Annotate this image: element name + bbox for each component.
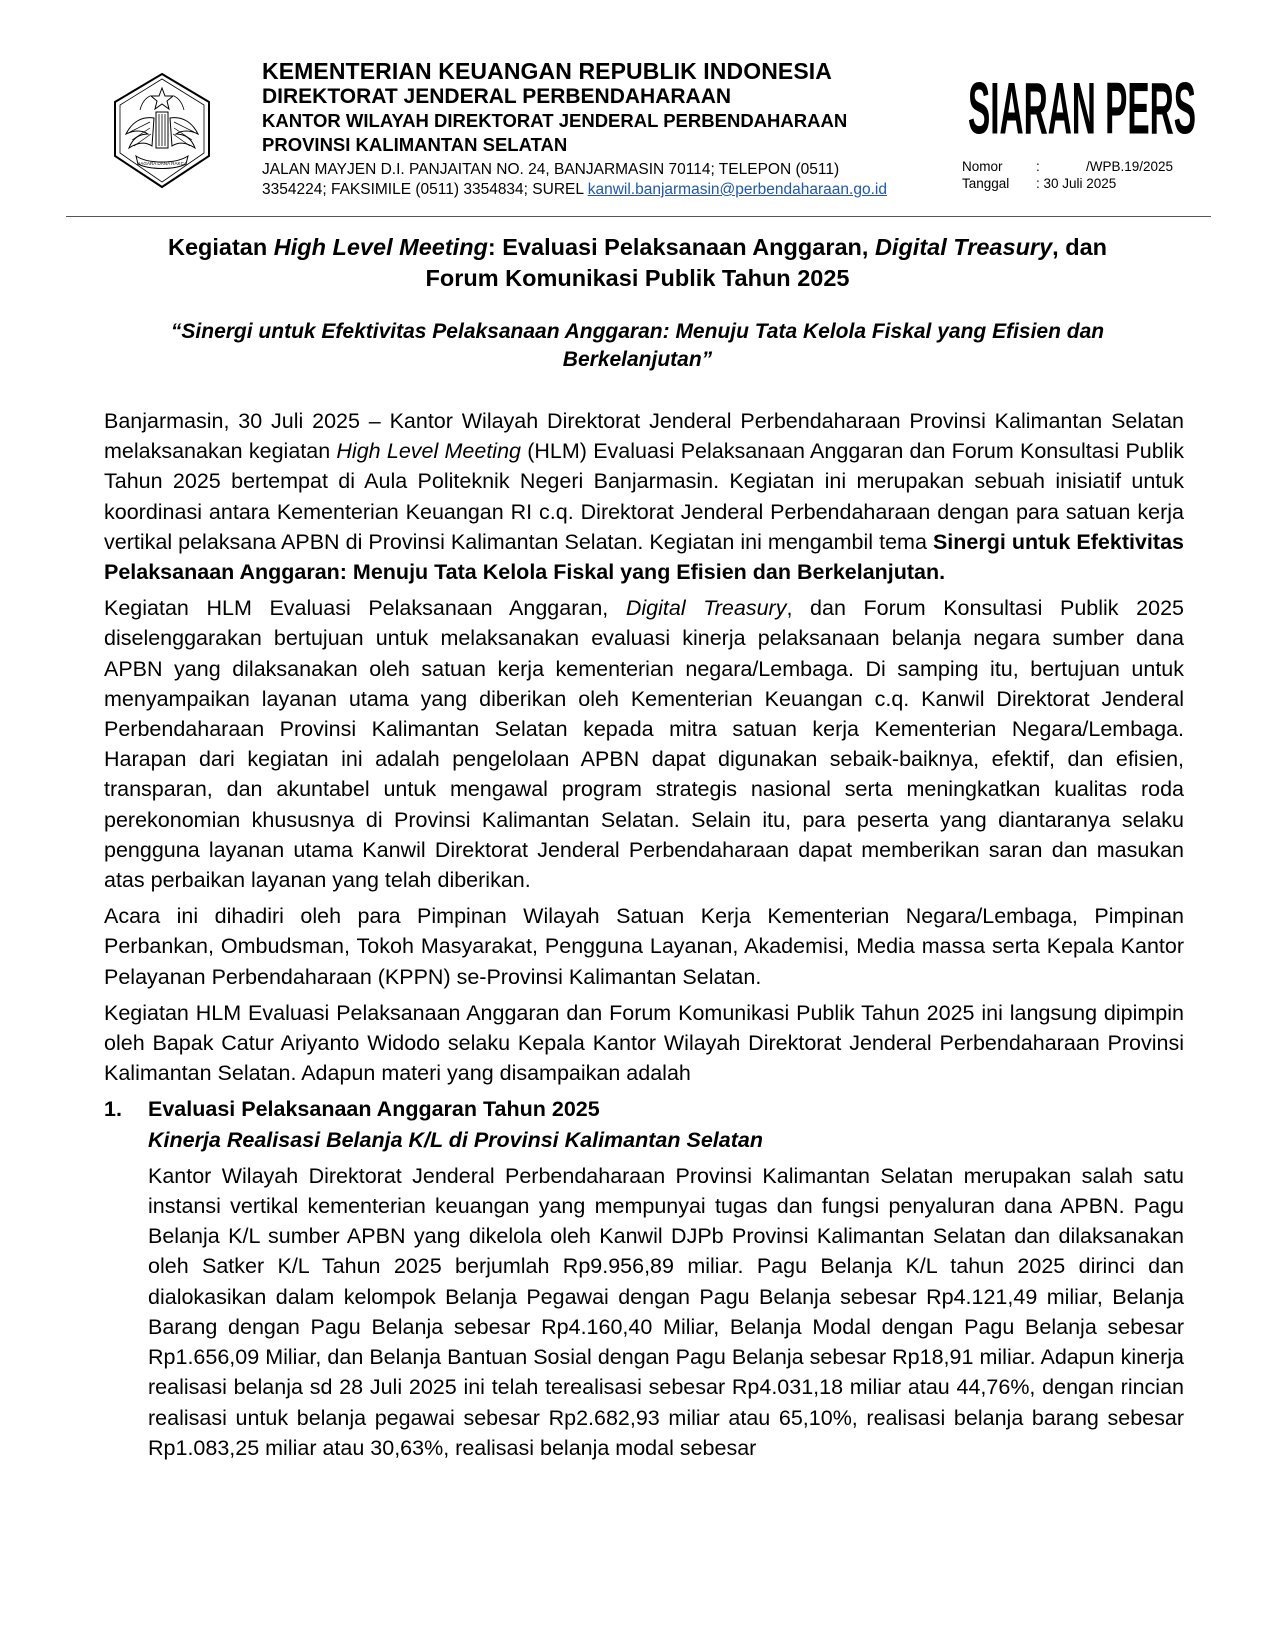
- org-ministry: KEMENTERIAN KEUANGAN REPUBLIK INDONESIA: [262, 58, 832, 84]
- paragraph-attendees: Acara ini dihadiri oleh para Pimpinan Wilayah Satuan Kerja Kementerian Negara/Lembaga, Pimpinan Perbankan, Ombudsman, Tokoh Masyarakat, Pengguna Layanan, Akademisi, Media massa serta Kepala Kantor Pelayanan Perbendaharaan (KPPN) se-Provinsi Kalimantan Selatan.: [104, 904, 1184, 989]
- svg-text:NAGARA DANA RAKCA: NAGARA DANA RAKCA: [136, 161, 188, 166]
- paragraph-intro: Banjarmasin, 30 Juli 2025 – Kantor Wilayah Direktorat Jenderal Perbendaharaan Provinsi Kalimantan Selatan melaksanakan kegiatan High Level Meeting (HLM) Evaluasi Pelaksanaan Anggaran dan Forum Konsultasi Publik Tahun 2025 bertempat di Aula Politeknik Negeri Banjarmasin. Kegiatan ini merupakan sebuah inisiatif untuk koordinasi antara Kementerian Keuangan RI c.q. Direktorat Jenderal Perbendaharaan dengan para satuan kerja vertikal pelaksana APBN di Provinsi Kalimantan Selatan. Kegiatan ini mengambil tema Sinergi untuk Efektivitas Pelaksanaan Anggaran: Menuju Tata Kelola Fiskal yang Efisien dan Berkelanjutan.: [104, 409, 1184, 585]
- page-title: Kegiatan High Level Meeting: Evaluasi Pelaksanaan Anggaran, Digital Treasury, dan Forum Komunikasi Publik Tahun 2025: [167, 234, 1107, 291]
- org-directorate: DIREKTORAT JENDERAL PERBENDAHARAAN: [262, 85, 732, 108]
- page-subtitle: “Sinergi untuk Efektivitas Pelaksanaan Anggaran: Menuju Tata Kelola Fiskal yang Efisien dan Berkelanjutan”: [170, 320, 1105, 371]
- press-release-body: [104, 406, 1184, 1463]
- org-address: JALAN MAYJEN D.I. PANJAITAN NO. 24, BANJARMASIN 70114; TELEPON (0511) 3354224; FAKSIMILE (0511) 3354834; SUREL kanwil.banjarmasin@perbendaharaan.go.id: [262, 161, 887, 198]
- list-number: 1.: [104, 1097, 122, 1122]
- org-province: PROVINSI KALIMANTAN SELATAN: [262, 134, 568, 155]
- tanggal-value: : 30 Juli 2025: [1036, 176, 1117, 191]
- document-meta: Nomor : /WPB.19/2025 Tanggal : 30 Juli 2025: [962, 159, 1174, 191]
- tanggal-label: Tanggal: [962, 176, 1010, 191]
- paragraph-purpose: Kegiatan HLM Evaluasi Pelaksanaan Anggaran, Digital Treasury, dan Forum Konsultasi Publik 2025 diselenggarakan bertujuan untuk melaksanakan evaluasi kinerja pelaksanaan belanja negara sumber dana APBN yang dilaksanakan oleh satuan kerja kementerian negara/Lembaga. Di samping itu, bertujuan untuk menyampaikan layanan utama yang diberikan oleh Kementerian Keuangan c.q. Kanwil Direktorat Jenderal Perbendaharaan Provinsi Kalimantan Selatan kepada mitra satuan kerja Kementerian Negara/Lembaga. Harapan dari kegiatan ini adalah pengelolaan APBN dapat digunakan sebaik-baiknya, efektif, dan efisien, transparan, dan akuntabel untuk mengawal program strategis nasional serta meningkatkan kualitas roda perekonomian khususnya di Provinsi Kalimantan Selatan. Selain itu, para peserta yang diantaranya selaku pengguna layanan utama Kanwil Direktorat Jenderal Perbendaharaan dapat memberikan saran dan masukan atas perbaikan layanan yang telah diberikan.: [104, 596, 1184, 893]
- list-body: Kantor Wilayah Direktorat Jenderal Perbendaharaan Provinsi Kalimantan Selatan merupakan salah satu instansi vertikal kementerian keuangan yang mempunyai tugas dan fungsi penyaluran dana APBN. Pagu Belanja K/L sumber APBN yang dikelola oleh Kanwil DJPb Provinsi Kalimantan Selatan dan dilaksanakan oleh Satker K/L Tahun 2025 berjumlah Rp9.956,89 miliar. Pagu Belanja K/L tahun 2025 dirinci dan dialokasikan dalam kelompok Belanja Pegawai dengan Pagu Belanja sebesar Rp4.121,49 miliar, Belanja Barang dengan Pagu Belanja sebesar Rp4.160,40 Miliar, Belanja Modal dengan Pagu Belanja sebesar Rp1.656,09 Miliar, dan Belanja Bantuan Sosial dengan Pagu Belanja sebesar Rp18,91 miliar. Adapun kinerja realisasi belanja sd 28 Juli 2025 ini telah terealisasi sebesar Rp4.031,18 miliar atau 44,76%, dengan rincian realisasi untuk belanja pegawai sebesar Rp2.682,93 miliar atau 65,10%, realisasi belanja barang sebesar Rp1.083,25 miliar atau 30,63%, realisasi belanja modal sebesar: [148, 1163, 1184, 1460]
- svg-text:SIARAN PERS: SIARAN PERS: [968, 68, 1196, 148]
- paragraph-leader: Kegiatan HLM Evaluasi Pelaksanaan Anggaran dan Forum Komunikasi Publik Tahun 2025 ini langsung dipimpin oleh Bapak Catur Ariyanto Widodo selaku Kepala Kantor Wilayah Direktorat Jenderal Perbendaharaan Provinsi Kalimantan Selatan. Adapun materi yang disampaikan adalah: [104, 1000, 1184, 1086]
- list-heading: Evaluasi Pelaksanaan Anggaran Tahun 2025: [148, 1097, 600, 1122]
- organization-block: [262, 58, 952, 200]
- nomor-label: Nomor: [962, 159, 1003, 174]
- nomor-value: /WPB.19/2025: [1086, 159, 1174, 174]
- email-link[interactable]: kanwil.banjarmasin@perbendaharaan.go.id: [587, 181, 887, 198]
- header-divider: [66, 216, 1211, 217]
- kemenkeu-emblem-icon: [112, 72, 212, 190]
- letterhead: [0, 0, 1275, 220]
- siaran-pers-badge: [968, 68, 1198, 148]
- list-item: [104, 1094, 1184, 1462]
- list-subheading: Kinerja Realisasi Belanja K/L di Provinsi Kalimantan Selatan: [148, 1127, 763, 1152]
- org-regional-office: KANTOR WILAYAH DIREKTORAT JENDERAL PERBENDAHARAAN: [262, 110, 848, 131]
